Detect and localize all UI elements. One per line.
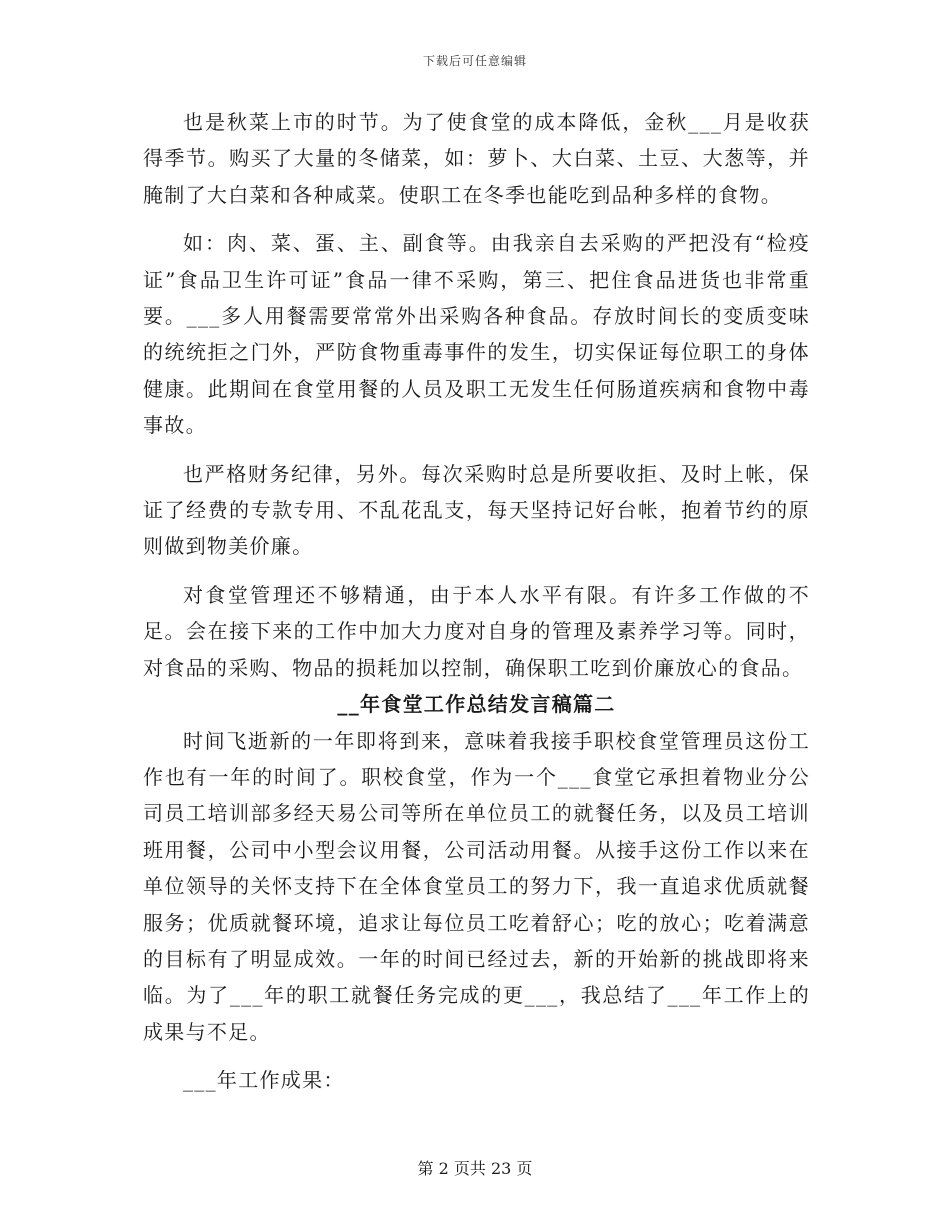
paragraph: 也是秋菜上市的时节。为了使食堂的成本降低，金秋___月是收获得季节。购买了大量的冬储菜，如：萝卜、大白菜、土豆、大葱等，并腌制了大白菜和各种咸菜。使职工在冬季也能吃到品种多样的食物。: [143, 110, 810, 207]
document-body: [143, 104, 810, 1099]
paragraph: 也严格财务纪律，另外。每次采购时总是所要收拒、及时上帐，保证了经费的专款专用、不乱花乱支，每天坚持记好台帐，抱着节约的原则做到物美价廉。: [143, 461, 810, 559]
page-number: 第 2 页共 23 页: [417, 1159, 533, 1178]
section-title: __年食堂工作总结发言稿篇二: [337, 692, 616, 717]
paragraph: 对食堂管理还不够精通，由于本人水平有限。有许多工作做的不足。会在接下来的工作中加大力度对自身的管理及素养学习等。同时，对食品的采购、物品的损耗加以控制，确保职工吃到价廉放心的食品。: [143, 582, 810, 680]
page-header-note: 下载后可任意编辑: [422, 54, 527, 68]
paragraph: 如：肉、菜、蛋、主、副食等。由我亲自去采购的严把没有“检疫证”食品卫生许可证”食品一律不采购，第三、把住食品进货也非常重要。___多人用餐需要常常外出采购各种食品。存放时间长的变质变味的统统拒之门外，严防食物重毒事件的发生，切实保证每位职工的身体健康。此期间在食堂用餐的人员及职工无发生任何肠道疾病和食物中毒事故。: [143, 231, 810, 438]
paragraph: 时间飞逝新的一年即将到来，意味着我接手职校食堂管理员这份工作也有一年的时间了。职校食堂，作为一个___食堂它承担着物业分公司员工培训部多经天易公司等所在单位员工的就餐任务，以及员工培训班用餐，公司中小型会议用餐，公司活动用餐。从接手这份工作以来在单位领导的关怀支持下在全体食堂员工的努力下，我一直追求优质就餐服务；优质就餐环境，追求让每位员工吃着舒心；吃的放心；吃着满意的目标有了明显成效。一年的时间已经过去，新的开始新的挑战即将来临。为了___年的职工就餐任务完成的更___，我总结了___年工作上的成果与不足。: [143, 728, 810, 1044]
paragraph: ___年工作成果：: [183, 1068, 345, 1093]
